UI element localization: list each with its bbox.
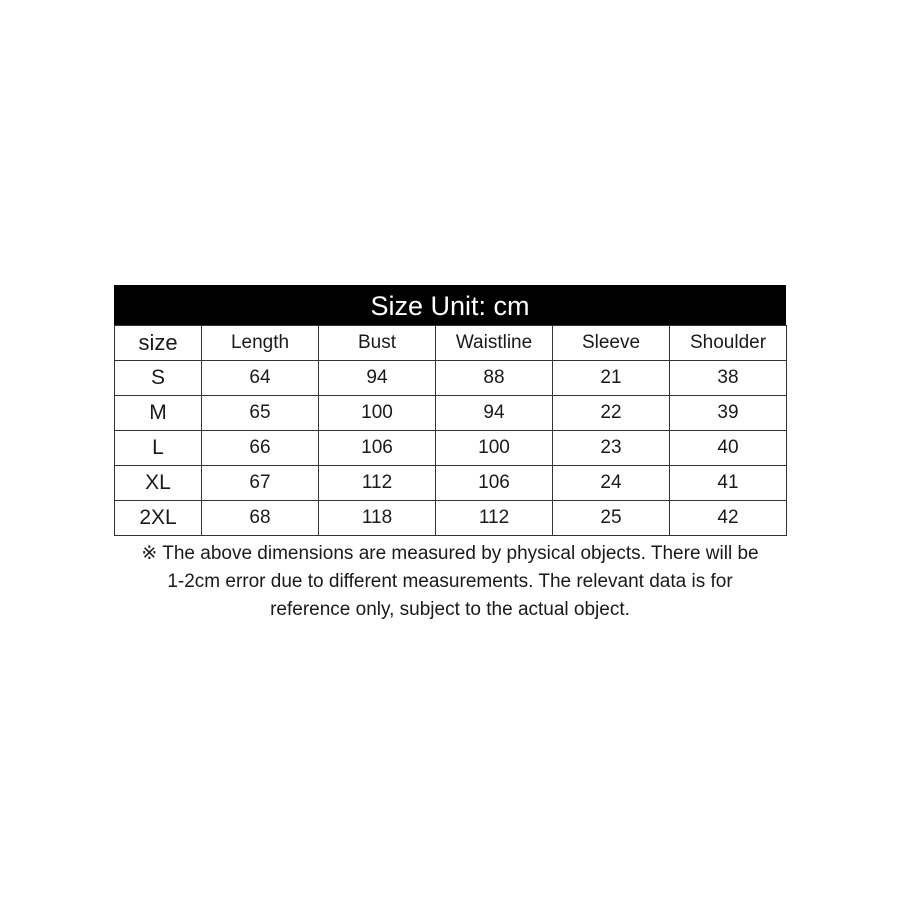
sleeve-cell: 21 bbox=[553, 361, 670, 396]
size-cell: M bbox=[115, 396, 202, 431]
size-cell: XL bbox=[115, 466, 202, 501]
shoulder-cell: 39 bbox=[670, 396, 787, 431]
table-row bbox=[115, 501, 787, 536]
shoulder-cell: 41 bbox=[670, 466, 787, 501]
bust-cell: 118 bbox=[319, 501, 436, 536]
note-line: reference only, subject to the actual object. bbox=[270, 599, 630, 620]
column-header-sleeve: Sleeve bbox=[553, 326, 670, 361]
size-cell: L bbox=[115, 431, 202, 466]
column-header-size: size bbox=[115, 326, 202, 361]
column-header-bust: Bust bbox=[319, 326, 436, 361]
table-row bbox=[115, 361, 787, 396]
table-row bbox=[115, 466, 787, 501]
sleeve-cell: 24 bbox=[553, 466, 670, 501]
table-header-row bbox=[115, 326, 787, 361]
measurement-note bbox=[100, 540, 800, 624]
table-row bbox=[115, 431, 787, 466]
sleeve-cell: 23 bbox=[553, 431, 670, 466]
note-line: 1-2cm error due to different measurements. The relevant data is for bbox=[167, 571, 733, 592]
waistline-cell: 94 bbox=[436, 396, 553, 431]
table-row bbox=[115, 396, 787, 431]
sleeve-cell: 25 bbox=[553, 501, 670, 536]
bust-cell: 112 bbox=[319, 466, 436, 501]
waistline-cell: 112 bbox=[436, 501, 553, 536]
length-cell: 66 bbox=[202, 431, 319, 466]
shoulder-cell: 40 bbox=[670, 431, 787, 466]
size-cell: S bbox=[115, 361, 202, 396]
column-header-waistline: Waistline bbox=[436, 326, 553, 361]
length-cell: 65 bbox=[202, 396, 319, 431]
size-chart bbox=[114, 285, 786, 536]
shoulder-cell: 38 bbox=[670, 361, 787, 396]
length-cell: 67 bbox=[202, 466, 319, 501]
waistline-cell: 100 bbox=[436, 431, 553, 466]
column-header-shoulder: Shoulder bbox=[670, 326, 787, 361]
sleeve-cell: 22 bbox=[553, 396, 670, 431]
shoulder-cell: 42 bbox=[670, 501, 787, 536]
size-table bbox=[114, 325, 787, 536]
note-line: ※ The above dimensions are measured by physical objects. There will be bbox=[141, 543, 759, 564]
length-cell: 68 bbox=[202, 501, 319, 536]
waistline-cell: 106 bbox=[436, 466, 553, 501]
column-header-length: Length bbox=[202, 326, 319, 361]
length-cell: 64 bbox=[202, 361, 319, 396]
size-cell: 2XL bbox=[115, 501, 202, 536]
bust-cell: 94 bbox=[319, 361, 436, 396]
bust-cell: 100 bbox=[319, 396, 436, 431]
bust-cell: 106 bbox=[319, 431, 436, 466]
chart-title: Size Unit: cm bbox=[114, 285, 786, 325]
waistline-cell: 88 bbox=[436, 361, 553, 396]
